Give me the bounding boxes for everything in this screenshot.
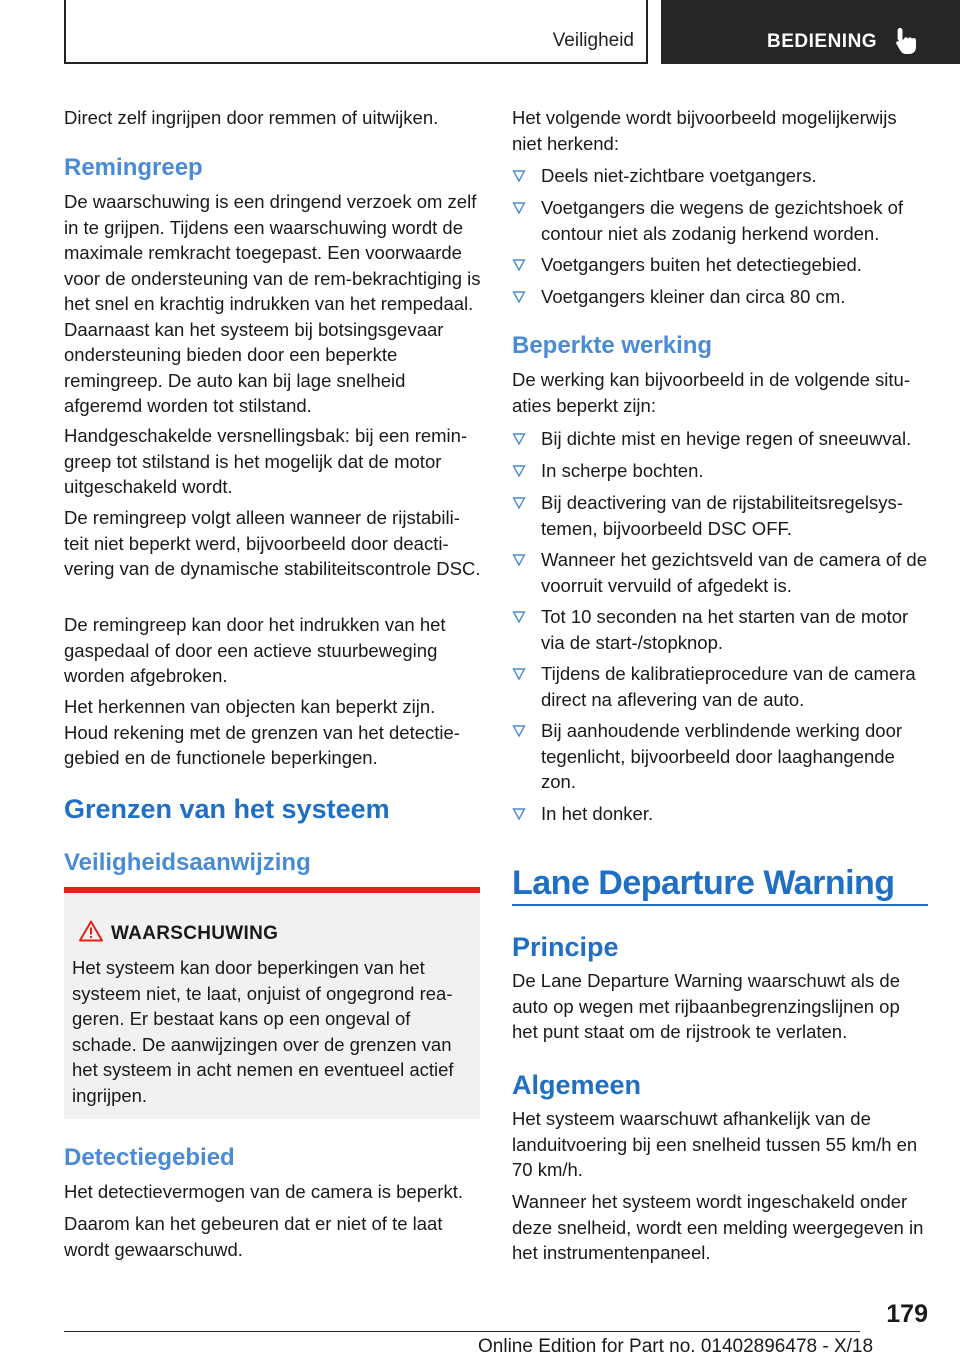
edition-text: Online Edition for Part no. 01402896478 - X/18 (478, 1336, 874, 1357)
remingreep-paragraph-5: Het herkennen van objecten kan beperkt zijn. Houd rekening met de grenzen van het detectie‐gebied en de functionele beperkingen. (64, 696, 460, 768)
footer-divider (64, 1331, 860, 1332)
algemeen-paragraph-2: Wanneer het systeem wordt ingeschakeld onder deze snelheid, wordt een melding weergegeven in het instrumentenpaneel. (512, 1191, 924, 1263)
list-item: Bij deactivering van de rijstabiliteitsregelsys‐temen, bijvoorbeeld DSC OFF. (541, 490, 933, 541)
list-item: Voetgangers buiten het detectiegebied. (541, 252, 933, 278)
list-item: Bij aanhoudende verblindende werking door tegenlicht, bijvoorbeeld door laaghangende zon. (541, 718, 933, 795)
list-item: Voetgangers kleiner dan circa 80 cm. (541, 284, 933, 310)
list-item: Tijdens de kalibratieprocedure van de camera direct na aflevering van de auto. (541, 661, 933, 712)
remingreep-heading: Remingreep (64, 154, 203, 181)
pointing-hand-icon (894, 26, 922, 56)
warning-box (64, 887, 480, 1119)
remingreep-paragraph-2: Handgeschakelde versnellingsbak: bij een remin‐greep tot stilstand is het mogelijk dat de motor uitgeschakeld wordt. (64, 425, 468, 497)
veiligheid-subheading: Veiligheidsaanwijzing (64, 849, 311, 876)
list-item: Tot 10 seconden na het starten van de motor via de start-/stopknop. (541, 604, 933, 655)
warning-title: WAARSCHUWING (111, 923, 279, 944)
list-item: Bij dichte mist en hevige regen of sneeuwval. (541, 426, 933, 452)
triangle-bullet-icon (512, 169, 526, 183)
lane-departure-warning-heading: Lane Departure Warning (512, 864, 895, 902)
algemeen-heading: Algemeen (512, 1070, 642, 1100)
triangle-bullet-icon (512, 667, 526, 681)
triangle-bullet-icon (512, 464, 526, 478)
triangle-bullet-icon (512, 201, 526, 215)
triangle-bullet-icon (512, 807, 526, 821)
grenzen-heading: Grenzen van het systeem (64, 794, 390, 824)
remingreep-paragraph-3: De remingreep volgt alleen wanneer de rijstabili‐teit niet beperkt werd, bijvoorbeeld door deacti‐vering van de dynamische stabiliteitscontrole DSC. (64, 507, 481, 579)
list-item: Wanneer het gezichtsveld van de camera of de voorruit vervuild of afgedekt is. (541, 547, 933, 598)
triangle-bullet-icon (512, 290, 526, 304)
detectie-paragraph-2: Daarom kan het gebeuren dat er niet of te laat wordt gewaarschuwd. (64, 1213, 443, 1260)
beperkte-werking-heading: Beperkte werking (512, 332, 713, 359)
triangle-bullet-icon (512, 496, 526, 510)
chapter-tab[interactable] (661, 0, 960, 64)
not-recognized-intro: Het volgende wordt bijvoorbeeld mogelijkerwijs niet herkend: (512, 107, 897, 154)
remingreep-paragraph-4: De remingreep kan door het indrukken van het gaspedaal of door een actieve stuurbeweging worden afgebroken. (64, 614, 446, 686)
triangle-bullet-icon (512, 258, 526, 272)
triangle-bullet-icon (512, 724, 526, 738)
principe-text: De Lane Departure Warning waarschuwt als de auto op wegen met rijbaanbegrenzingslijnen op het punt staat om de rijstrook te verlaten. (512, 970, 901, 1042)
list-item: Deels niet-zichtbare voetgangers. (541, 163, 933, 189)
list-item: In scherpe bochten. (541, 458, 933, 484)
warning-triangle-icon (79, 920, 103, 942)
page-number: 179 (886, 1300, 928, 1328)
detectie-paragraph-1: Het detectievermogen van de camera is beperkt. (64, 1181, 463, 1202)
triangle-bullet-icon (512, 610, 526, 624)
section-divider (512, 904, 928, 906)
intro-text: Direct zelf ingrijpen door remmen of uitwijken. (64, 107, 439, 128)
header-section-box (64, 0, 648, 64)
list-item: Voetgangers die wegens de gezichtshoek of contour niet als zodanig herkend worden. (541, 195, 933, 246)
algemeen-paragraph-1: Het systeem waarschuwt afhankelijk van de landuitvoering bij een snelheid tussen 55 km/h en 70 km/h. (512, 1108, 918, 1180)
detectiegebied-heading: Detectiegebied (64, 1144, 235, 1171)
beperkte-intro: De werking kan bijvoorbeeld in de volgende situ‐aties beperkt zijn: (512, 369, 910, 416)
warning-text: Het systeem kan door beperkingen van het systeem niet, te laat, onjuist of ongegrond rea‐geren. Er bestaat kans op een ongeval of schade. De aanwijzingen over de grenzen van het systeem in acht nemen en eventueel actief ingrijpen. (72, 957, 454, 1106)
triangle-bullet-icon (512, 432, 526, 446)
chapter-title: BEDIENING (767, 31, 878, 52)
section-title: Veiligheid (552, 30, 634, 51)
list-item: In het donker. (541, 801, 933, 827)
remingreep-paragraph-1: De waarschuwing is een dringend verzoek om zelf in te grijpen. Tijdens een waarschuwing wordt de maximale remkracht toegepast. Een voorwaarde voor de ondersteuning van de rem‐bekrachtiging is het snel en krachtig indrukken van het rempedaal. Daarnaast kan het systeem bij botsingsgevaar ondersteuning bieden door een beperkte remingreep. De auto kan bij lage snelheid afgeremd worden tot stilstand. (64, 191, 481, 416)
triangle-bullet-icon (512, 553, 526, 567)
principe-heading: Principe (512, 932, 619, 962)
